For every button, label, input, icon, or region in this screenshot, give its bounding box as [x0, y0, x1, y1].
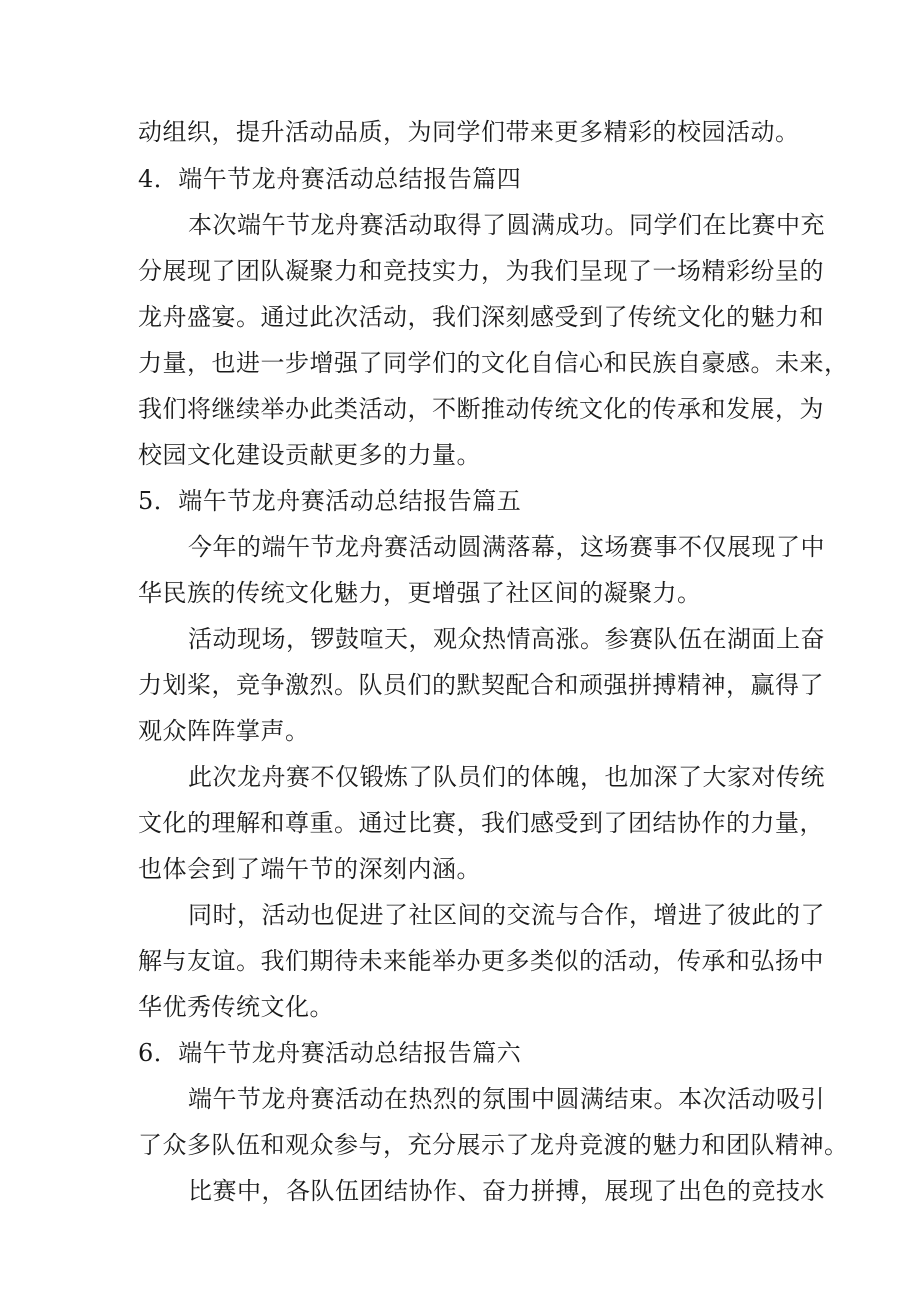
paragraph-line: 分展现了团队凝聚力和竞技实力，为我们呈现了一场精彩纷呈的	[138, 257, 824, 285]
paragraph-line: 华优秀传统文化。	[138, 993, 334, 1021]
section-heading: 5．端午节龙舟赛活动总结报告篇五	[138, 487, 522, 515]
paragraph-line: 端午节龙舟赛活动在热烈的氛围中圆满结束。本次活动吸引	[188, 1085, 825, 1113]
paragraph-line: 文化的理解和尊重。通过比赛，我们感受到了团结协作的力量，	[138, 809, 824, 837]
continuation-line: 动组织，提升活动品质，为同学们带来更多精彩的校园活动。	[138, 118, 800, 146]
paragraph-line: 华民族的传统文化魅力，更增强了社区间的凝聚力。	[138, 579, 702, 607]
paragraph-line: 解与友谊。我们期待未来能举办更多类似的活动，传承和弘扬中	[138, 947, 824, 975]
paragraph-line: 今年的端午节龙舟赛活动圆满落幕，这场赛事不仅展现了中	[188, 533, 825, 561]
paragraph-line: 本次端午节龙舟赛活动取得了圆满成功。同学们在比赛中充	[188, 211, 825, 239]
paragraph-line: 观众阵阵掌声。	[138, 717, 310, 745]
section-heading: 4．端午节龙舟赛活动总结报告篇四	[138, 165, 522, 193]
paragraph-line: 比赛中，各队伍团结协作、奋力拼搏，展现了出色的竞技水	[188, 1177, 825, 1205]
paragraph-line: 了众多队伍和观众参与，充分展示了龙舟竞渡的魅力和团队精神。	[138, 1131, 849, 1159]
paragraph-line: 同时，活动也促进了社区间的交流与合作，增进了彼此的了	[188, 901, 825, 929]
paragraph-line: 力量，也进一步增强了同学们的文化自信心和民族自豪感。未来，	[138, 349, 849, 377]
paragraph-line: 也体会到了端午节的深刻内涵。	[138, 855, 481, 883]
paragraph-line: 力划桨，竞争激烈。队员们的默契配合和顽强拼搏精神，赢得了	[138, 671, 824, 699]
paragraph-line: 我们将继续举办此类活动，不断推动传统文化的传承和发展，为	[138, 395, 824, 423]
paragraph-line: 活动现场，锣鼓喧天，观众热情高涨。参赛队伍在湖面上奋	[188, 625, 825, 653]
section-heading: 6．端午节龙舟赛活动总结报告篇六	[138, 1039, 522, 1067]
paragraph-line: 校园文化建设贡献更多的力量。	[138, 441, 481, 469]
paragraph-line: 龙舟盛宴。通过此次活动，我们深刻感受到了传统文化的魅力和	[138, 303, 824, 331]
paragraph-line: 此次龙舟赛不仅锻炼了队员们的体魄，也加深了大家对传统	[188, 763, 825, 791]
